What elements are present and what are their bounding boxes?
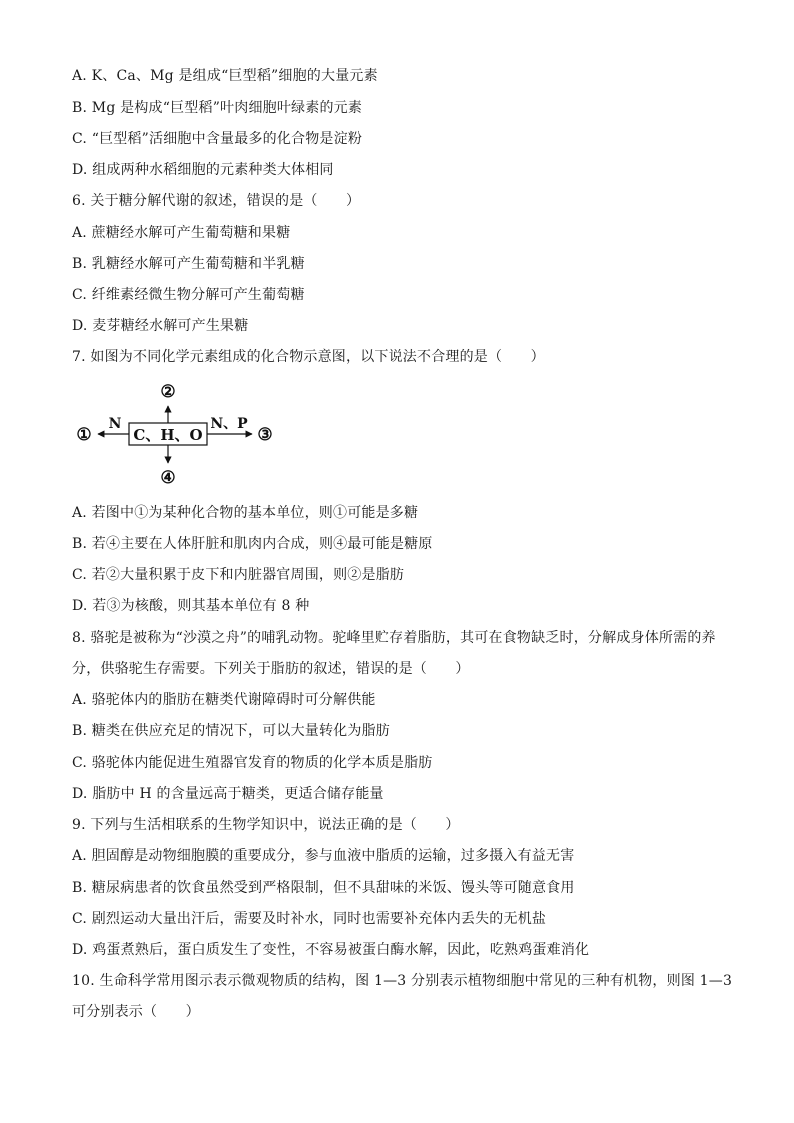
question-10-line-2: 可分别表示（ ） xyxy=(72,1004,200,1020)
option-7c: C. 若②大量积累于皮下和内脏器官周围，则②是脂肪 xyxy=(72,567,405,583)
option-8a: A. 骆驼体内的脂肪在糖类代谢障碍时可分解供能 xyxy=(72,692,376,708)
question-6: 6. 关于糖分解代谢的叙述，错误的是（ ） xyxy=(72,193,361,209)
option-5c: C. “巨型稻”活细胞中含量最多的化合物是淀粉 xyxy=(72,131,363,147)
option-8b: B. 糖类在供应充足的情况下，可以大量转化为脂肪 xyxy=(72,723,390,739)
diagram-svg xyxy=(72,380,292,490)
option-9a: A. 胆固醇是动物细胞膜的重要成分，参与血液中脂质的运输，过多摄入有益无害 xyxy=(72,848,575,864)
option-9b: B. 糖尿病患者的饮食虽然受到严格限制，但不具甜味的米饭、馒头等可随意食用 xyxy=(72,880,575,896)
question-8-line-2: 分，供骆驼生存需要。下列关于脂肪的叙述，错误的是（ ） xyxy=(72,661,470,677)
question-7: 7. 如图为不同化学元素组成的化合物示意图，以下说法不合理的是（ ） xyxy=(72,349,545,365)
diagram-node-1: ① xyxy=(76,425,92,445)
diagram-node-4: ④ xyxy=(160,468,176,488)
diagram-left-label: N xyxy=(108,416,122,432)
option-6d: D. 麦芽糖经水解可产生果糖 xyxy=(72,318,249,334)
option-6a: A. 蔗糖经水解可产生葡萄糖和果糖 xyxy=(72,225,291,241)
option-6c: C. 纤维素经微生物分解可产生葡萄糖 xyxy=(72,287,305,303)
diagram-box-label: C、H、O xyxy=(133,426,203,444)
option-6b: B. 乳糖经水解可产生葡萄糖和半乳糖 xyxy=(72,256,305,272)
question-8-line-1: 8. 骆驼是被称为“沙漠之舟”的哺乳动物。驼峰里贮存着脂肪，其可在食物缺乏时，分解成身体所需的养 xyxy=(72,630,716,646)
diagram-node-3: ③ xyxy=(257,425,273,445)
element-compound-diagram xyxy=(72,380,292,490)
option-8c: C. 骆驼体内能促进生殖器官发育的物质的化学本质是脂肪 xyxy=(72,755,433,771)
option-5b: B. Mg 是构成“巨型稻”叶肉细胞叶绿素的元素 xyxy=(72,100,363,116)
diagram-node-2: ② xyxy=(160,382,176,402)
option-7a: A. 若图中①为某种化合物的基本单位，则①可能是多糖 xyxy=(72,505,419,521)
question-9: 9. 下列与生活相联系的生物学知识中，说法正确的是（ ） xyxy=(72,817,460,833)
option-9d: D. 鸡蛋煮熟后，蛋白质发生了变性，不容易被蛋白酶水解，因此，吃熟鸡蛋难消化 xyxy=(72,942,590,958)
option-7d: D. 若③为核酸，则其基本单位有 8 种 xyxy=(72,598,310,614)
option-5d: D. 组成两种水稻细胞的元素种类大体相同 xyxy=(72,162,334,178)
option-9c: C. 剧烈运动大量出汗后，需要及时补水，同时也需要补充体内丢失的无机盐 xyxy=(72,911,547,927)
question-10-line-1: 10. 生命科学常用图示表示微观物质的结构，图 1—3 分别表示植物细胞中常见的三种有机物，则图 1—3 xyxy=(72,973,733,989)
option-5a: A. K、Ca、Mg 是组成“巨型稻”细胞的大量元素 xyxy=(72,68,378,84)
diagram-right-label: N、P xyxy=(210,416,248,432)
option-7b: B. 若④主要在人体肝脏和肌肉内合成，则④最可能是糖原 xyxy=(72,536,433,552)
option-8d: D. 脂肪中 H 的含量远高于糖类，更适合储存能量 xyxy=(72,786,384,802)
